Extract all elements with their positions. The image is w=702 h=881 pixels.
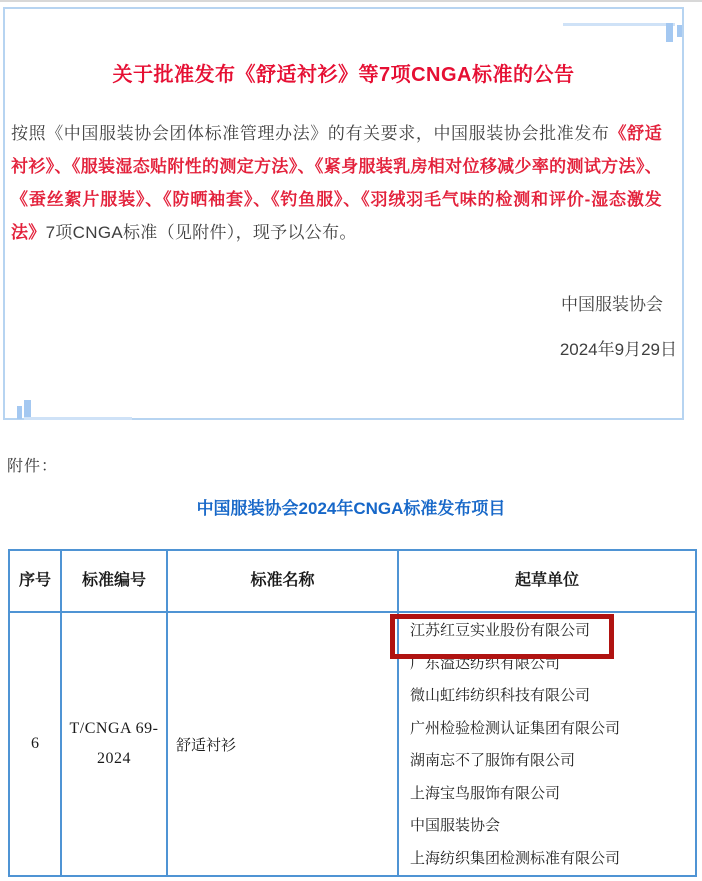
corner-decor-line-top-right xyxy=(563,23,675,26)
notice-document-panel xyxy=(3,7,684,420)
corner-decor-bar-small-top-right xyxy=(677,25,682,37)
signature-organization: 中国服装协会 xyxy=(561,295,663,314)
drafting-unit-item: 广州检验检测认证集团有限公司 xyxy=(410,720,621,737)
notice-body-suffix: 7项CNGA标准（见附件），现予以公布。 xyxy=(45,223,357,242)
drafting-unit-item: 中国服装协会 xyxy=(410,818,501,834)
notice-body-prefix: 按照《中国服装协会团体标准管理办法》的有关要求，中国服装协会批准发布 xyxy=(11,124,610,143)
row-cell-standard-no xyxy=(61,612,167,876)
header-cell-standard-no: 标准编号 xyxy=(61,550,167,612)
attachment-table-title: 中国服装协会2024年CNGA标准发布项目 xyxy=(196,499,506,518)
corner-decor-bar-top-right xyxy=(666,23,673,42)
standard-no-line2: 2024 xyxy=(97,750,131,767)
highlight-annotation-box xyxy=(390,614,614,659)
row-cell-standard-name: 舒适衬衫 xyxy=(167,612,398,876)
row-cell-index: 6 xyxy=(9,612,61,876)
corner-decor-bar-small-bottom-left xyxy=(17,406,22,419)
header-cell-drafting-units: 起草单位 xyxy=(398,550,696,612)
attachment-label: 附件： xyxy=(7,458,59,475)
drafting-unit-item: 上海宝鸟服饰有限公司 xyxy=(410,785,561,802)
standard-no-line1: T/CNGA 69- xyxy=(69,720,159,737)
drafting-unit-item: 上海纺织集团检测标准有限公司 xyxy=(410,850,621,867)
notice-title: 关于批准发布《舒适衬衫》等7项CNGA标准的公告 xyxy=(112,64,575,86)
notice-body-paragraph xyxy=(11,117,662,249)
header-cell-index: 序号 xyxy=(9,550,61,612)
drafting-unit-item: 江苏红豆实业股份有限公司 xyxy=(410,623,591,639)
corner-decor-line-bottom-left xyxy=(24,417,132,420)
drafting-unit-item: 微山虹纬纺织科技有限公司 xyxy=(410,688,591,704)
drafting-unit-item: 湖南忘不了服饰有限公司 xyxy=(410,753,576,769)
drafting-unit-item: 广东溢达纺织有限公司 xyxy=(410,655,561,672)
signature-block xyxy=(5,289,682,366)
table-header-row xyxy=(9,550,696,612)
standards-table xyxy=(8,549,697,877)
window-top-divider xyxy=(0,0,702,2)
notice-body-highlighted-standards: 《舒适衬衫》、《服装湿态贴附性的测定方法》、《紧身服装乳房相对位移减少率的测试方法》、《蚕丝絮片服装》、《防晒袖套》、《钓鱼服》、《羽绒羽毛气味的检测和评价-湿态激发法》 xyxy=(11,124,662,242)
header-cell-standard-name: 标准名称 xyxy=(167,550,398,612)
signature-date: 2024年9月29日 xyxy=(559,340,677,359)
